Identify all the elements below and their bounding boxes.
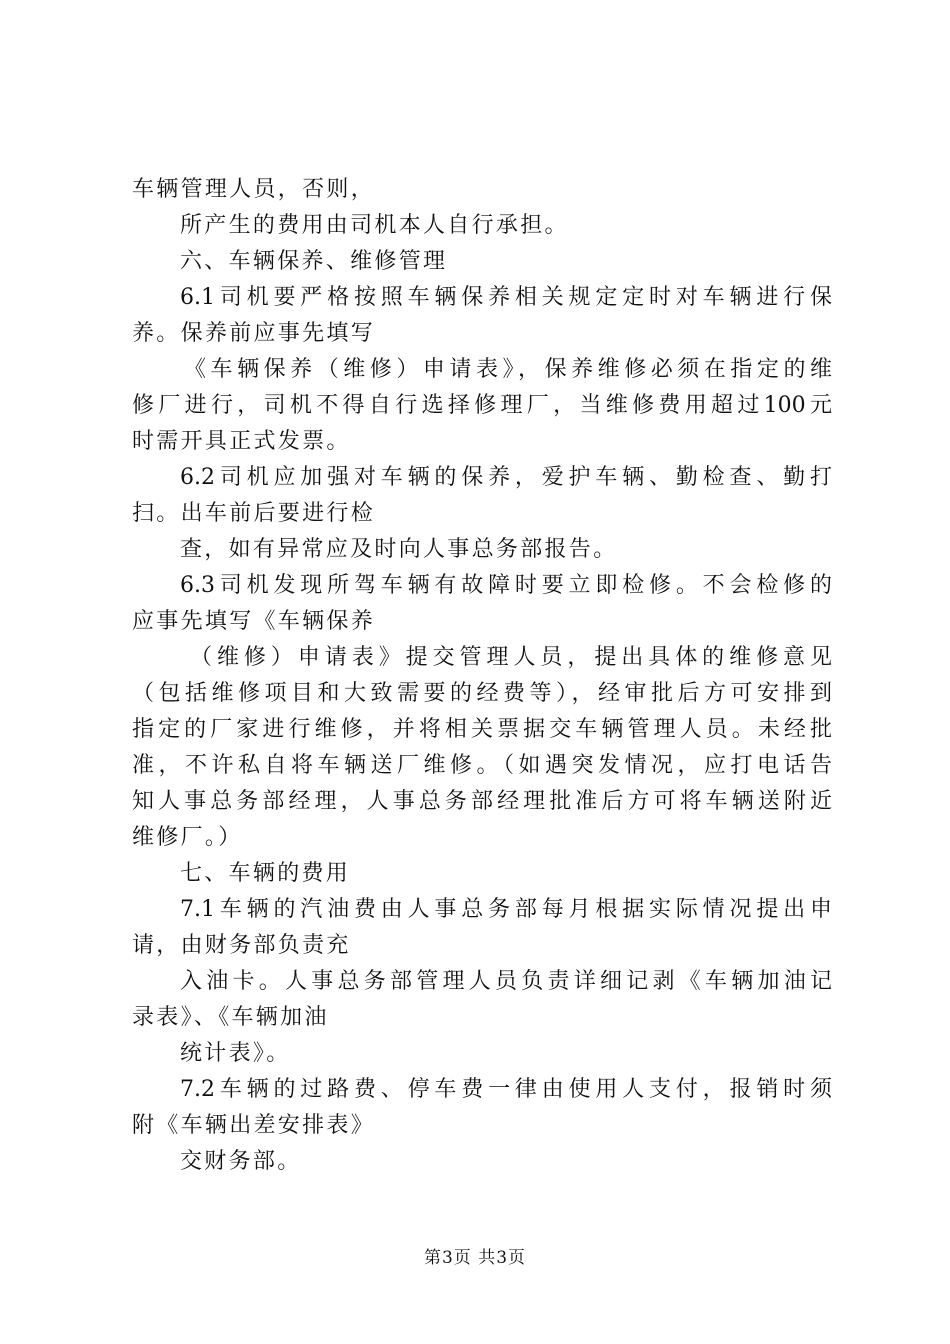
text-line: 统计表》。 [180,1041,291,1066]
text-line: 扫。出车前后要进行检 [132,501,376,526]
text-line: 准，不许私自将车辆送厂维修。（如遇突发情况，应打电话告 [132,753,832,778]
page-number-footer: 第3页 共3页 [423,1248,527,1268]
section-heading: 七、车辆的费用 [180,861,351,886]
text-line: （包括维修项目和大致需要的经费等），经审批后方可安排到 [132,681,832,706]
text-line: 知人事总务部经理，人事总务部经理批准后方可将车辆送附近 [132,789,832,814]
section-heading: 六、车辆保养、维修管理 [180,249,448,274]
text-line: 所产生的费用由司机本人自行承担。 [180,213,569,238]
text-line: 交财务部。 [180,1149,302,1174]
text-line: 6.2司机应加强对车辆的保养，爱护车辆、勤检查、勤打 [180,465,832,490]
text-line: 车辆管理人员，否则， [132,177,376,202]
text-line: 7.2车辆的过路费、停车费一律由使用人支付，报销时须 [180,1077,832,1102]
document-body [132,172,832,1180]
text-line: 请，由财务部负责充 [132,933,351,958]
text-line: 录表》、《车辆加油 [132,1005,329,1030]
text-line: 7.1车辆的汽油费由人事总务部每月根据实际情况提出申 [180,897,832,922]
text-line: （维修）申请表》提交管理人员，提出具体的维修意见 [190,645,832,670]
text-line: 修厂进行，司机不得自行选择修理厂，当维修费用超过100元 [132,393,832,418]
text-line: 入油卡。人事总务部管理人员负责详细记剥《车辆加油记 [180,969,832,994]
text-line: 时需开具正式发票。 [132,429,351,454]
text-line: 指定的厂家进行维修，并将相关票据交车辆管理人员。未经批 [132,717,832,742]
text-line: 6.3司机发现所驾车辆有故障时要立即检修。不会检修的 [180,573,832,598]
text-line: 维修厂。） [132,825,243,850]
text-line: 应事先填写《车辆保养 [132,609,376,634]
text-line: 6.1司机要严格按照车辆保养相关规定定时对车辆进行保 [180,285,832,310]
text-line: 养。保养前应事先填写 [132,321,376,346]
text-line: 查，如有异常应及时向人事总务部报告。 [180,537,618,562]
text-line: 附《车辆出差安排表》 [132,1113,376,1138]
text-line: 《车辆保养（维修）申请表》，保养维修必须在指定的维 [184,357,832,382]
